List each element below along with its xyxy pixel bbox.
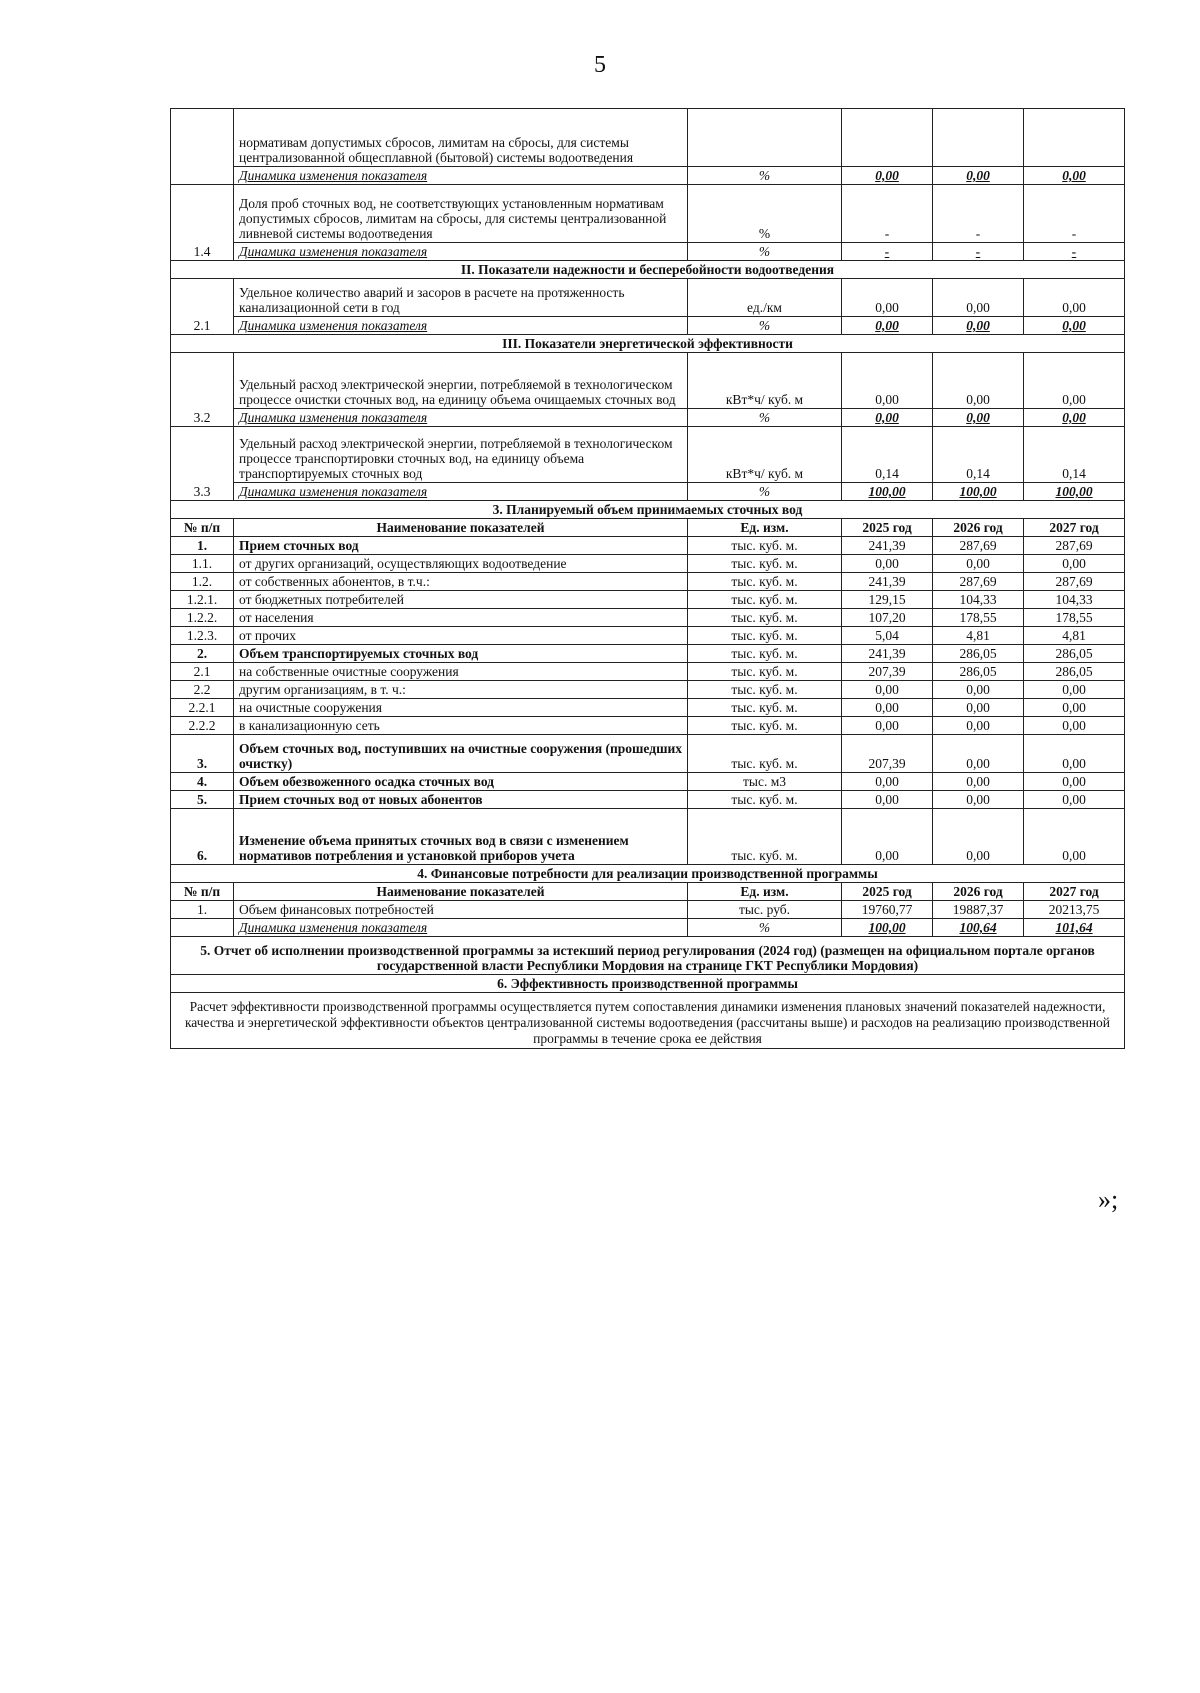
row-value-2026: 0,00: [933, 681, 1024, 699]
table-row: [171, 591, 1125, 609]
row-unit: тыс. м3: [688, 773, 842, 791]
table-row: [171, 537, 1125, 555]
row-value-2025: 0,00: [842, 681, 933, 699]
row-value-2025: 0,00: [842, 555, 933, 573]
row-value-2026: 0,00: [933, 317, 1024, 335]
row-label: Прием сточных вод: [234, 537, 688, 555]
row-number: [171, 109, 234, 185]
row-unit: тыс. куб. м.: [688, 537, 842, 555]
row-unit: %: [688, 243, 842, 261]
header-year-2027: 2027 год: [1024, 883, 1125, 901]
header-year-2026: 2026 год: [933, 883, 1024, 901]
row-value-2026: 0,00: [933, 717, 1024, 735]
row-unit: ед./км: [688, 279, 842, 317]
row-value-2026: 0,00: [933, 409, 1024, 427]
row-value-2026: 287,69: [933, 537, 1024, 555]
dynamics-row: [171, 167, 1125, 185]
row-value-2025: 241,39: [842, 645, 933, 663]
row-label: Прием сточных вод от новых абонентов: [234, 791, 688, 809]
row-label: от населения: [234, 609, 688, 627]
table-row: [171, 627, 1125, 645]
row-value-2026: 0,00: [933, 809, 1024, 865]
row-value-2026: 0,00: [933, 791, 1024, 809]
section-heading-row: [171, 865, 1125, 883]
row-unit: тыс. куб. м.: [688, 681, 842, 699]
row-label: другим организациям, в т. ч.:: [234, 681, 688, 699]
row-value-2027: 287,69: [1024, 537, 1125, 555]
row-number: 3.3: [171, 427, 234, 501]
row-unit: тыс. куб. м.: [688, 609, 842, 627]
row-value-2025: -: [842, 185, 933, 243]
row-label: на собственные очистные сооружения: [234, 663, 688, 681]
row-label: Динамика изменения показателя: [234, 483, 688, 501]
row-value-2027: 0,00: [1024, 791, 1125, 809]
row-value-2025: 207,39: [842, 735, 933, 773]
column-header-row: [171, 883, 1125, 901]
closing-mark: »;: [1098, 1185, 1119, 1214]
section-heading-row: [171, 261, 1125, 279]
row-unit: тыс. куб. м.: [688, 663, 842, 681]
header-year-2026: 2026 год: [933, 519, 1024, 537]
row-label: Динамика изменения показателя: [234, 167, 688, 185]
row-unit: тыс. куб. м.: [688, 735, 842, 773]
column-header-row: [171, 519, 1125, 537]
row-unit: тыс. руб.: [688, 901, 842, 919]
row-value-2026: 100,00: [933, 483, 1024, 501]
row-value-2027: 101,64: [1024, 919, 1125, 937]
row-value-2025: 100,00: [842, 483, 933, 501]
row-label: Удельный расход электрической энергии, потребляемой в технологическом процессе очистки сточных вод, на единицу объема очищаемых сточных вод: [234, 353, 688, 409]
row-value-2026: 287,69: [933, 573, 1024, 591]
row-number: 1.4: [171, 185, 234, 261]
row-number: 1.: [171, 901, 234, 919]
header-year-2025: 2025 год: [842, 519, 933, 537]
section-heading-row: [171, 335, 1125, 353]
row-label: нормативам допустимых сбросов, лимитам на сбросы, для системы централизованной общесплавной (бытовой) системы водоотведения: [234, 109, 688, 167]
row-value-2027: 0,00: [1024, 353, 1125, 409]
row-value-2027: 287,69: [1024, 573, 1125, 591]
row-value-2027: 0,00: [1024, 773, 1125, 791]
row-number: 2.: [171, 645, 234, 663]
table-row: [171, 901, 1125, 919]
row-value-2027: 178,55: [1024, 609, 1125, 627]
table-row: [171, 353, 1125, 409]
row-value-2026: [933, 109, 1024, 167]
row-value-2027: 0,00: [1024, 681, 1125, 699]
row-value-2025: 0,00: [842, 791, 933, 809]
row-label: Удельный расход электрической энергии, потребляемой в технологическом процессе транспортировки сточных вод, на единицу объема транспортируемых сточных вод: [234, 427, 688, 483]
row-value-2026: 0,00: [933, 555, 1024, 573]
row-number: 1.2.: [171, 573, 234, 591]
row-value-2025: 0,00: [842, 317, 933, 335]
section-title: 4. Финансовые потребности для реализации производственной программы: [171, 865, 1125, 883]
row-value-2027: [1024, 109, 1125, 167]
row-label: Доля проб сточных вод, не соответствующих установленным нормативам допустимых сбросов, лимитам на сбросы, для системы централизованной ливневой системы водоотведения: [234, 185, 688, 243]
row-label: от других организаций, осуществляющих водоотведение: [234, 555, 688, 573]
header-year-2027: 2027 год: [1024, 519, 1125, 537]
table-row: [171, 663, 1125, 681]
row-number: [171, 919, 234, 937]
row-value-2027: 104,33: [1024, 591, 1125, 609]
table-row: [171, 609, 1125, 627]
row-label: Объем финансовых потребностей: [234, 901, 688, 919]
row-value-2026: 286,05: [933, 663, 1024, 681]
row-label: Объем сточных вод, поступивших на очистные сооружения (прошедших очистку): [234, 735, 688, 773]
row-value-2027: 0,00: [1024, 699, 1125, 717]
table-row: [171, 809, 1125, 865]
report-title: 5. Отчет об исполнении производственной программы за истекший период регулирования (2024 год) (размещен на официальном портале органов государственной власти Республики Мордовия на странице ГКТ Республики Мордовия): [171, 937, 1125, 975]
row-number: 1.2.1.: [171, 591, 234, 609]
section-heading-row: [171, 975, 1125, 993]
row-value-2026: 0,14: [933, 427, 1024, 483]
row-label: Динамика изменения показателя: [234, 409, 688, 427]
row-label: Динамика изменения показателя: [234, 243, 688, 261]
row-value-2026: 100,64: [933, 919, 1024, 937]
row-value-2026: 0,00: [933, 773, 1024, 791]
table-row: [171, 555, 1125, 573]
table-row: [171, 735, 1125, 773]
row-number: 5.: [171, 791, 234, 809]
header-number: № п/п: [171, 519, 234, 537]
dynamics-row: [171, 243, 1125, 261]
row-value-2027: 0,00: [1024, 317, 1125, 335]
row-unit: тыс. куб. м.: [688, 645, 842, 663]
table-row: [171, 109, 1125, 167]
row-value-2027: 0,00: [1024, 809, 1125, 865]
row-unit: тыс. куб. м.: [688, 573, 842, 591]
header-unit: Ед. изм.: [688, 519, 842, 537]
row-value-2027: 4,81: [1024, 627, 1125, 645]
row-unit: кВт*ч/ куб. м: [688, 427, 842, 483]
row-value-2026: 0,00: [933, 699, 1024, 717]
row-label: от собственных абонентов, в т.ч.:: [234, 573, 688, 591]
row-unit: %: [688, 317, 842, 335]
row-value-2025: 19760,77: [842, 901, 933, 919]
section-heading-row: [171, 501, 1125, 519]
row-value-2027: 0,00: [1024, 735, 1125, 773]
row-value-2027: 0,00: [1024, 717, 1125, 735]
row-value-2025: 0,00: [842, 353, 933, 409]
row-value-2026: 178,55: [933, 609, 1024, 627]
row-value-2026: 19887,37: [933, 901, 1024, 919]
row-value-2025: 0,00: [842, 279, 933, 317]
header-name: Наименование показателей: [234, 519, 688, 537]
row-value-2027: 0,00: [1024, 409, 1125, 427]
section-heading-row: [171, 937, 1125, 975]
row-value-2025: 129,15: [842, 591, 933, 609]
header-name: Наименование показателей: [234, 883, 688, 901]
table-row: [171, 773, 1125, 791]
row-label: Динамика изменения показателя: [234, 317, 688, 335]
row-label: в канализационную сеть: [234, 717, 688, 735]
row-unit: тыс. куб. м.: [688, 555, 842, 573]
row-value-2027: 286,05: [1024, 663, 1125, 681]
row-number: 3.2: [171, 353, 234, 427]
row-label: Удельное количество аварий и засоров в расчете на протяженность канализационной сети в год: [234, 279, 688, 317]
row-value-2026: 0,00: [933, 279, 1024, 317]
row-value-2027: -: [1024, 243, 1125, 261]
row-value-2025: 0,00: [842, 717, 933, 735]
row-number: 1.: [171, 537, 234, 555]
header-year-2025: 2025 год: [842, 883, 933, 901]
table-row: [171, 645, 1125, 663]
row-unit: тыс. куб. м.: [688, 699, 842, 717]
row-value-2026: 0,00: [933, 167, 1024, 185]
row-value-2025: -: [842, 243, 933, 261]
row-value-2026: 286,05: [933, 645, 1024, 663]
efficiency-text: Расчет эффективности производственной программы осуществляется путем сопоставления динамики изменения плановых значений показателей надежности, качества и энергетической эффективности объектов централизованной системы водоотведения (рассчитаны выше) и расходов на реализацию производственной программы в течение срока ее действия: [171, 993, 1125, 1049]
row-unit: %: [688, 167, 842, 185]
row-number: 2.2.1: [171, 699, 234, 717]
row-label: от бюджетных потребителей: [234, 591, 688, 609]
row-label: от прочих: [234, 627, 688, 645]
row-value-2026: 0,00: [933, 353, 1024, 409]
row-number: 1.2.3.: [171, 627, 234, 645]
page-number: 5: [594, 52, 606, 78]
row-value-2027: 0,00: [1024, 555, 1125, 573]
row-value-2025: 207,39: [842, 663, 933, 681]
row-value-2026: -: [933, 243, 1024, 261]
dynamics-row: [171, 409, 1125, 427]
header-number: № п/п: [171, 883, 234, 901]
row-unit: %: [688, 483, 842, 501]
row-number: 2.2.2: [171, 717, 234, 735]
section-title: 6. Эффективность производственной программы: [171, 975, 1125, 993]
row-label: Изменение объема принятых сточных вод в связи с изменением нормативов потребления и установкой приборов учета: [234, 809, 688, 865]
row-value-2027: 286,05: [1024, 645, 1125, 663]
table-row: [171, 681, 1125, 699]
row-label: Объем транспортируемых сточных вод: [234, 645, 688, 663]
row-unit: %: [688, 409, 842, 427]
row-value-2027: 0,00: [1024, 279, 1125, 317]
table-row: [171, 427, 1125, 483]
row-value-2027: 0,00: [1024, 167, 1125, 185]
row-label: Динамика изменения показателя: [234, 919, 688, 937]
row-number: 1.2.2.: [171, 609, 234, 627]
row-number: 2.1: [171, 279, 234, 335]
row-value-2027: 20213,75: [1024, 901, 1125, 919]
table-row: [171, 185, 1125, 243]
row-unit: тыс. куб. м.: [688, 791, 842, 809]
section-title: 3. Планируемый объем принимаемых сточных вод: [171, 501, 1125, 519]
row-number: 1.1.: [171, 555, 234, 573]
table-row: [171, 791, 1125, 809]
row-value-2027: 0,14: [1024, 427, 1125, 483]
row-value-2026: 4,81: [933, 627, 1024, 645]
row-value-2025: 100,00: [842, 919, 933, 937]
section-title: II. Показатели надежности и бесперебойности водоотведения: [171, 261, 1125, 279]
row-value-2025: [842, 109, 933, 167]
row-value-2025: 0,00: [842, 167, 933, 185]
row-value-2025: 0,00: [842, 699, 933, 717]
row-number: 4.: [171, 773, 234, 791]
header-unit: Ед. изм.: [688, 883, 842, 901]
row-unit: тыс. куб. м.: [688, 809, 842, 865]
row-unit: тыс. куб. м.: [688, 627, 842, 645]
row-unit: %: [688, 919, 842, 937]
row-value-2025: 5,04: [842, 627, 933, 645]
row-number: 6.: [171, 809, 234, 865]
row-value-2027: 100,00: [1024, 483, 1125, 501]
row-unit: кВт*ч/ куб. м: [688, 353, 842, 409]
row-unit: тыс. куб. м.: [688, 591, 842, 609]
table-row: [171, 279, 1125, 317]
row-value-2025: 0,14: [842, 427, 933, 483]
row-unit: [688, 109, 842, 167]
row-unit: тыс. куб. м.: [688, 717, 842, 735]
row-value-2026: -: [933, 185, 1024, 243]
row-number: 2.2: [171, 681, 234, 699]
row-unit: %: [688, 185, 842, 243]
row-number: 2.1: [171, 663, 234, 681]
section-title: III. Показатели энергетической эффективности: [171, 335, 1125, 353]
row-value-2026: 0,00: [933, 735, 1024, 773]
table-row: [171, 699, 1125, 717]
dynamics-row: [171, 919, 1125, 937]
production-program-table: [170, 108, 1125, 1049]
row-label: Объем обезвоженного осадка сточных вод: [234, 773, 688, 791]
row-number: 3.: [171, 735, 234, 773]
row-value-2025: 241,39: [842, 573, 933, 591]
dynamics-row: [171, 483, 1125, 501]
row-value-2026: 104,33: [933, 591, 1024, 609]
row-value-2025: 107,20: [842, 609, 933, 627]
table-row: [171, 717, 1125, 735]
row-value-2025: 0,00: [842, 409, 933, 427]
paragraph-row: [171, 993, 1125, 1049]
dynamics-row: [171, 317, 1125, 335]
row-value-2027: -: [1024, 185, 1125, 243]
table-row: [171, 573, 1125, 591]
row-value-2025: 0,00: [842, 809, 933, 865]
row-value-2025: 0,00: [842, 773, 933, 791]
row-value-2025: 241,39: [842, 537, 933, 555]
row-label: на очистные сооружения: [234, 699, 688, 717]
